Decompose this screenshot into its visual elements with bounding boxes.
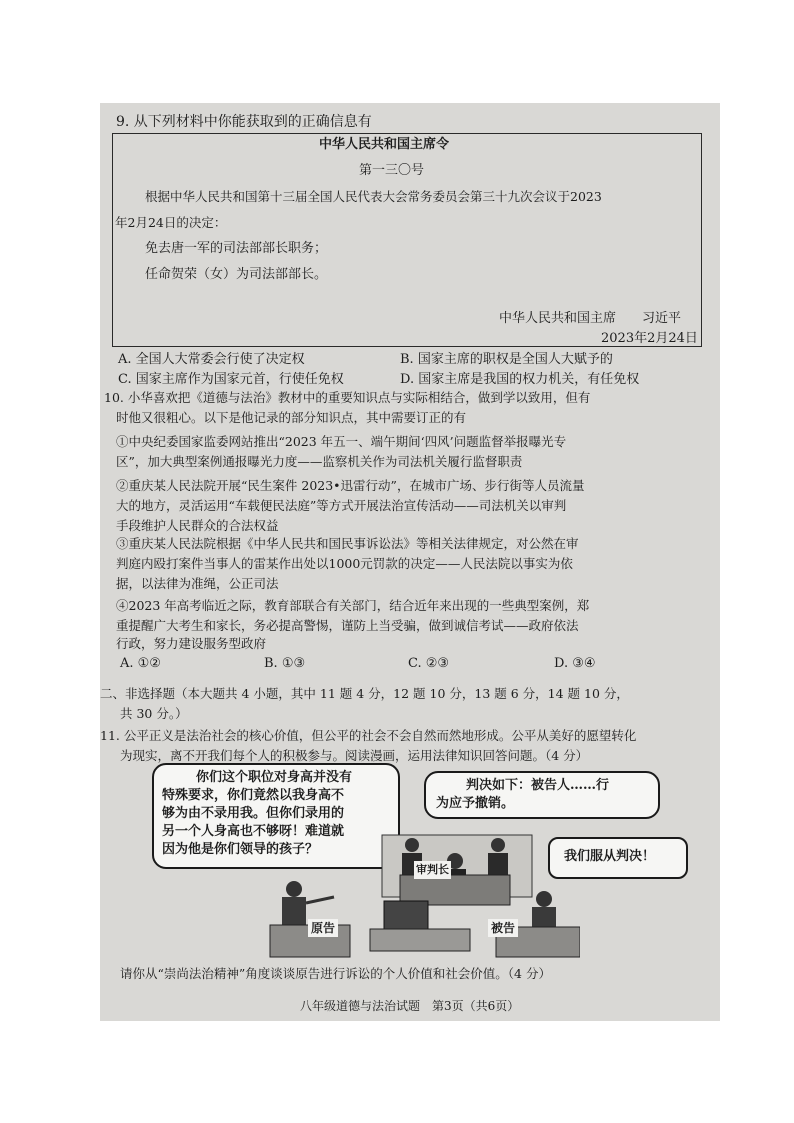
bubble1-line1: 你们这个职位对身高并没有 [196,770,353,785]
q10-option-d: D. ③④ [554,656,596,671]
decree-date: 2023年2月24日 [601,331,698,346]
decree-title: 中华人民共和国主席令 [319,137,450,152]
q10-item-2-cont: 大的地方，灵活运用“车载便民法庭”等方式开展法治宣传活动——司法机关以审判 [116,498,567,513]
decree-para1-cont: 年2月24日的决定： [115,215,227,230]
label-presiding-judge: 审判长 [414,861,451,879]
q10-item-4-cont: 重提醒广大考生和家长，务必提高警惕，谨防上当受骗，做到诚信考试——政府依法 [116,618,579,633]
q9-option-a: A. 全国人大常委会行使了决定权 [118,352,305,367]
bubble1-line2: 特殊要求，你们竟然以我身高不 [162,788,345,803]
q11-question: 请你从“崇尚法治精神”角度谈谈原告进行诉讼的个人价值和社会价值。（4 分） [120,966,551,981]
bubble2-line2: 为应予撤销。 [436,796,515,811]
q10-item-1: ①中央纪委国家监委网站推出“2023 年五一、端午期间‘四风’问题监督举报曝光专 [116,434,567,449]
q10-item-3: ③重庆某人民法院根据《中华人民共和国民事诉讼法》等相关法律规定，对公然在审 [116,536,579,551]
q10-item-4-end: 行政，努力建设服务型政府 [116,636,267,651]
q10-stem-cont: 时他又很粗心。以下是他记录的部分知识点，其中需要订正的有 [116,410,467,425]
page-footer: 八年级道德与法治试题 第3页（共6页） [300,999,520,1013]
q9-stem: 9. 从下列材料中你能获取到的正确信息有 [116,114,372,130]
q10-item-3-cont: 判庭内殴打案件当事人的雷某作出处以1000元罚款的决定——人民法院以事实为依 [116,556,573,571]
q9-option-d: D. 国家主席是我国的权力机关，有任免权 [400,372,640,387]
exam-page [100,103,720,1021]
q10-option-c: C. ②③ [408,656,450,671]
q10-option-b: B. ①③ [264,656,306,671]
decree-line2: 免去唐一军的司法部部长职务； [145,241,328,256]
courtroom-cartoon [260,825,580,961]
bubble2-line1: 判决如下：被告人……行 [466,778,610,793]
bubble3-text: 我们服从判决！ [564,849,656,864]
decree-signer: 中华人民共和国主席 习近平 [499,311,682,326]
q10-option-a: A. ①② [120,656,161,671]
q11-stem: 11. 公平正义是法治社会的核心价值，但公平的社会不会自然而然地形成。公平从美好的愿望转化 [100,728,637,743]
decree-number: 第一三〇号 [359,163,425,178]
bubble1-line4: 另一个人身高也不够呀！难道就 [162,824,345,839]
label-plaintiff: 原告 [308,919,338,937]
q9-option-b: B. 国家主席的职权是全国人大赋予的 [400,352,613,367]
q10-item-4: ④2023 年高考临近之际，教育部联合有关部门，结合近年来出现的一些典型案例，郑 [116,598,590,613]
judge-speech-bubble [424,771,660,819]
section2-heading-cont: 共 30 分。） [120,706,188,721]
q10-stem: 10. 小华喜欢把《道德与法治》教材中的重要知识点与实际相结合，做到学以致用，但有 [104,390,591,405]
q10-item-2-end: 手段维护人民群众的合法权益 [116,518,279,533]
q10-item-2: ②重庆某人民法院开展“民生案件 2023•迅雷行动”，在城市广场、步行街等人员流量 [116,478,585,493]
bubble1-line5: 因为他是你们领导的孩子？ [162,842,319,857]
q10-item-1-cont: 区”，加大典型案例通报曝光力度——监察机关作为司法机关履行监督职责 [116,454,523,469]
q9-option-c: C. 国家主席作为国家元首，行使任免权 [118,372,344,387]
label-defendant: 被告 [488,919,518,937]
q11-stem-cont: 为现实，离不开我们每个人的积极参与。阅读漫画，运用法律知识回答问题。（4 分） [120,748,589,763]
decree-para1: 根据中华人民共和国第十三届全国人民代表大会常务委员会第三十九次会议于2023 [145,189,602,204]
decree-box [112,133,702,347]
bubble1-line3: 够为由不录用我。但你们录用的 [162,806,345,821]
section2-heading: 二、非选择题（本大题共 4 小题，其中 11 题 4 分，12 题 10 分，13 题 6 分，14 题 10 分， [100,686,629,701]
decree-line3: 任命贺荣（女）为司法部部长。 [145,267,328,282]
q10-item-3-end: 据，以法律为准绳，公正司法 [116,576,279,591]
